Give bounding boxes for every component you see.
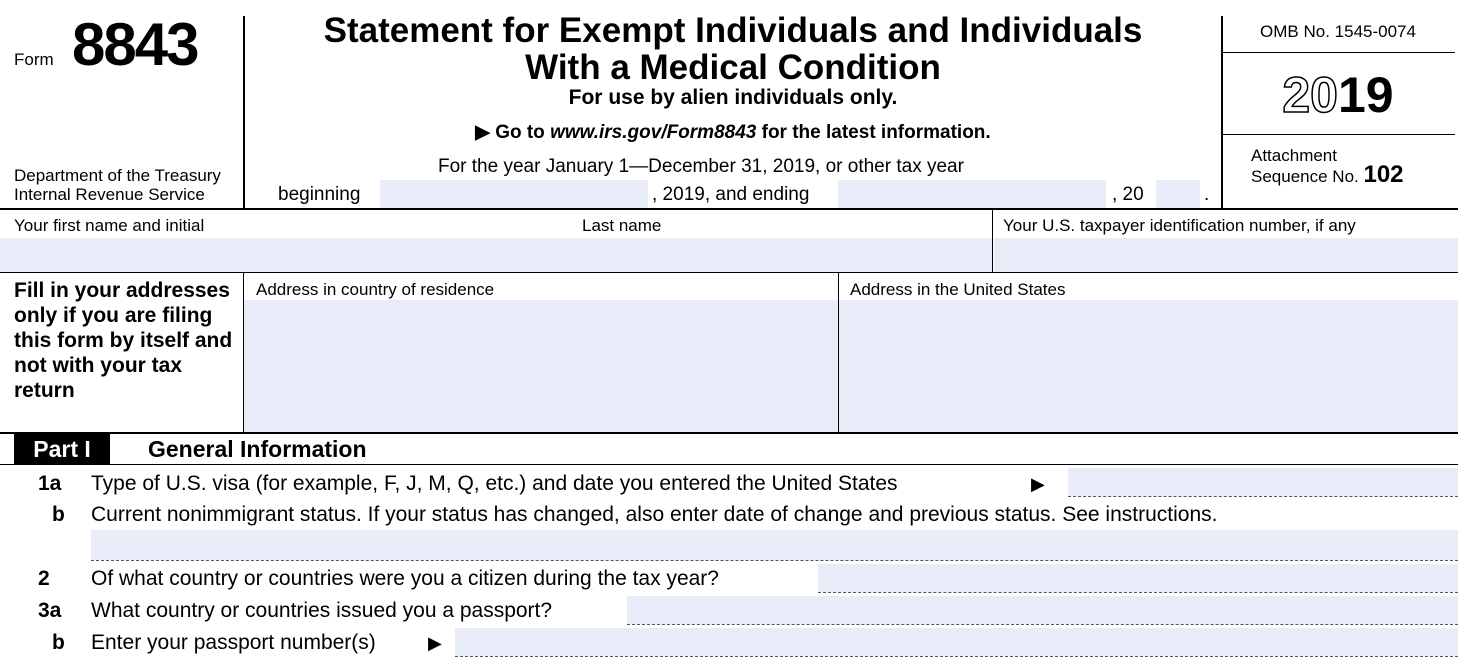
visa-type-underline [1068,496,1458,497]
country-address-label: Address in country of residence [256,280,495,299]
status-underline [91,560,1458,561]
goto-line [245,121,1221,144]
arrow-right-icon: ▶ [428,633,442,653]
form-label: Form [14,50,54,69]
tax-year-line: For the year January 1—December 31, 2019, or other tax year [438,156,964,177]
attachment-label: Attachment [1251,146,1337,165]
arrow-right-icon: ▶ [475,122,490,143]
tin-label: Your U.S. taxpayer identification number, if any [1003,216,1356,235]
sequence-label: Sequence No. [1251,167,1359,186]
beginning-label: beginning [278,184,361,205]
title-line-1: Statement for Exempt Individuals and Individuals [323,11,1143,50]
form-subtitle: For use by alien individuals only. [568,86,898,109]
line-2-number: 2 [38,567,50,590]
name-row-bottom-rule [0,272,1458,273]
tax-year-bold: 19 [1338,67,1394,123]
period-mark: . [1204,184,1210,205]
ending-year-input[interactable] [1156,180,1200,208]
citizenship-underline [818,592,1458,593]
line-1a-text: Type of U.S. visa (for example, F, J, M, Q, etc.) and date you entered the United States [91,472,898,495]
line-3a-number: 3a [38,599,62,622]
irs-url-link[interactable]: www.irs.gov/Form8843 [550,122,757,143]
line-3a-text: What country or countries issued you a passport? [91,599,553,622]
line-2-text: Of what country or countries were you a citizen during the tax year? [91,567,719,590]
line-3b-number: b [52,631,65,654]
year-divider [1223,134,1455,135]
line-1a-number: 1a [38,472,62,495]
beginning-date-input[interactable] [380,180,648,208]
first-name-input[interactable] [0,238,560,272]
visa-type-input[interactable] [1068,468,1458,496]
part-title: General Information [148,436,367,462]
irs-line: Internal Revenue Service [14,185,205,204]
twenty-label: , 20 [1112,184,1144,205]
ending-date-input[interactable] [838,180,1106,208]
attachment-sequence [1251,146,1404,186]
line-1b-text: Current nonimmigrant status. If your status has changed, also enter date of change and previous status. See instructions. [91,503,1218,526]
us-address-label: Address in the United States [850,280,1066,299]
passport-country-underline [627,624,1458,625]
part-badge: Part I [14,434,110,464]
sequence-line [1251,161,1404,188]
last-name-input[interactable] [560,238,992,272]
part-bottom-rule [0,464,1458,465]
first-name-label: Your first name and initial [14,216,205,235]
and-ending-label: , 2019, and ending [652,184,810,205]
passport-number-input[interactable] [455,628,1458,656]
tin-divider [992,210,993,272]
goto-suffix: for the latest information. [756,122,991,143]
arrow-right-icon: ▶ [1031,474,1045,494]
country-address-input[interactable] [244,300,838,432]
line-3b-text: Enter your passport number(s) [91,631,376,654]
goto-prefix: Go to [495,122,551,143]
form-number: 8843 [72,11,198,78]
us-address-input[interactable] [839,300,1458,432]
form-title [245,12,1221,86]
tax-year [1223,66,1453,124]
department-line: Department of the Treasury [14,166,221,185]
line-1b-number: b [52,503,65,526]
tax-year-outline: 20 [1282,67,1338,123]
title-line-2: With a Medical Condition [525,48,941,87]
passport-country-input[interactable] [627,596,1458,624]
header-bottom-rule [0,208,1458,210]
sequence-number: 102 [1363,161,1404,188]
omb-number: OMB No. 1545-0074 [1260,22,1416,41]
department-label [14,166,221,204]
omb-divider [1223,52,1455,53]
citizenship-input[interactable] [818,564,1458,592]
nonimmigrant-status-input[interactable] [91,530,1458,560]
address-instruction: Fill in your addresses only if you are filing this form by itself and not with your tax return [14,279,233,402]
tin-input[interactable] [994,238,1458,272]
passport-number-underline [455,656,1458,657]
last-name-label: Last name [582,216,662,235]
